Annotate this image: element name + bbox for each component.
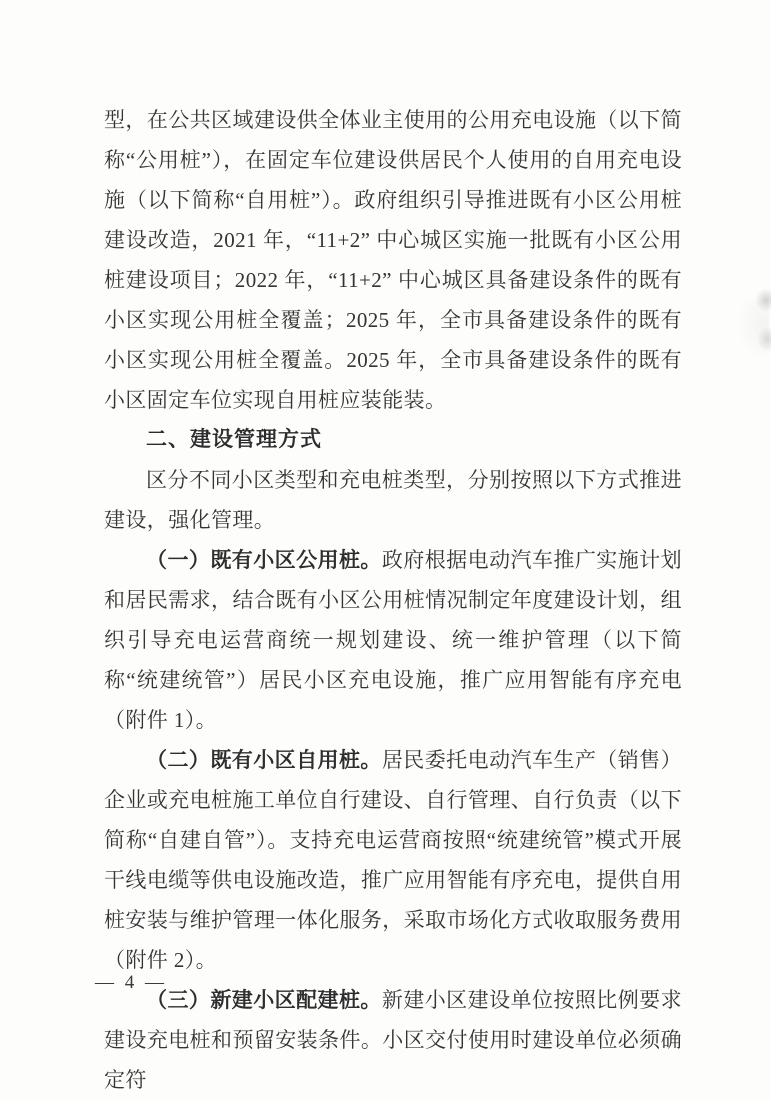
section-heading: 二、建设管理方式 — [146, 428, 322, 451]
list-paragraph-1 — [104, 540, 682, 740]
list-paragraph-1-lead: （一）既有小区公用桩。 — [146, 548, 382, 572]
page-number: — 4 — — [95, 972, 167, 993]
intro-paragraph: 区分不同小区类型和充电桩类型，分别按照以下方式推进建设，强化管理。 — [104, 468, 682, 532]
scan-artifact-smudge — [739, 300, 769, 360]
list-paragraph-2-text: 居民委托电动汽车生产（销售）企业或充电桩施工单位自行建设、自行管理、自行负责（以下简称“自建自管”）。支持充电运营商按照“统建统管”模式开展干线电缆等供电设施改造，推广应用智能有序充电，提供自用桩安装与维护管理一体化服务，采取市场化方式收取服务费用（附件 2）。 — [104, 748, 682, 972]
list-paragraph-3 — [104, 980, 682, 1100]
list-paragraph-3-text: 新建小区建设单位按照比例要求建设充电桩和预留安装条件。小区交付使用时建设单位必须确定符 — [104, 988, 682, 1092]
document-body — [104, 100, 682, 1100]
scan-artifact-mark-top — [755, 288, 771, 312]
continuation-paragraph: 型，在公共区域建设供全体业主使用的公用充电设施（以下简称“公用桩”），在固定车位建设供居民个人使用的自用充电设施（以下简称“自用桩”）。政府组织引导推进既有小区公用桩建设改造，2021 年，“11+2” 中心城区实施一批既有小区公用桩建设项目；2022 年，“11+2” 中心城区具备建设条件的既有小区实现公用桩全覆盖；2025 年，全市具备建设条件的既有小区实现公用桩全覆盖。2025 年，全市具备建设条件的既有小区固定车位实现自用桩应装能装。 — [104, 108, 682, 412]
list-paragraph-2-lead: （二）既有小区自用桩。 — [146, 748, 382, 772]
list-paragraph-3-lead: （三）新建小区配建桩。 — [146, 988, 382, 1012]
list-paragraph-1-text: 政府根据电动汽车推广实施计划和居民需求，结合既有小区公用桩情况制定年度建设计划，组织引导充电运营商统一规划建设、统一维护管理（以下简称“统建统管”）居民小区充电设施，推广应用智能有序充电（附件 1）。 — [104, 548, 682, 732]
list-paragraph-2 — [104, 740, 682, 980]
scan-artifact-mark-bottom — [757, 326, 771, 352]
